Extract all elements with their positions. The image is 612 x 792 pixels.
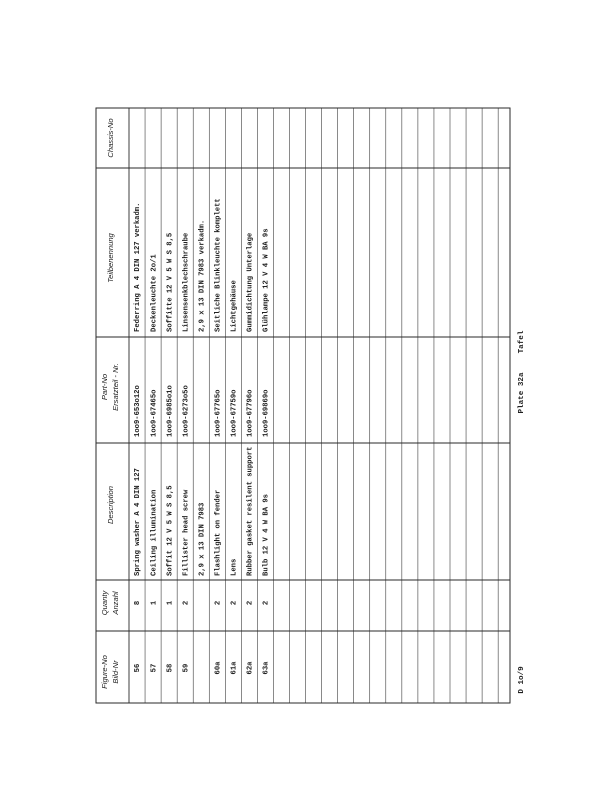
header-quantity-line2: Anzahl [111, 591, 120, 615]
table-row [134, 203, 142, 673]
table-row [214, 198, 222, 674]
cell-teilbenennung: Deckenleuchte 2o/1 [150, 254, 159, 332]
header-figure-line1: Figure-No [100, 655, 109, 689]
cell-description: Rubber gasket resilent support [246, 446, 255, 576]
header-figure-line2: Bild-Nr [111, 660, 120, 684]
cell-quantity: 1 [166, 600, 175, 606]
header-description-line1: Description [106, 486, 115, 524]
cell-quantity: 2 [262, 600, 271, 606]
cell-teilbenennung: Soffitte 12 V 5 W S 8,5 [166, 232, 175, 332]
cell-quantity: 2 [214, 600, 223, 606]
cell-part-number: 1oo9-69869o [262, 389, 271, 437]
cell-part-number: 1oo9-6273o5o [182, 385, 191, 437]
footer-document-number: D 1o/9 [518, 666, 526, 694]
cell-teilbenennung: Lichtgehäuse [230, 280, 239, 332]
cell-teilbenennung: Seitliche Blinkleuchte komplett [214, 198, 223, 332]
cell-figure-number: 58 [166, 663, 175, 673]
cell-description: Soffit 12 V 5 W S 8,5 [166, 485, 175, 576]
cell-figure-number: 61a [230, 661, 239, 675]
cell-description: Ceiling illumination [150, 489, 159, 576]
cell-figure-number: 62a [246, 661, 255, 675]
header-description [106, 486, 115, 524]
cell-part-number: 1oo9-653o12o [134, 385, 143, 437]
cell-quantity: 2 [182, 600, 191, 606]
header-part-line2: Ersatzteil - Nr. [111, 363, 120, 411]
cell-description: Flashlight on fender [214, 489, 223, 576]
cell-figure-number: 56 [134, 663, 143, 673]
cell-figure-number: 60a [214, 661, 223, 675]
cell-part-number: 1oo9-67796o [246, 389, 255, 437]
footer-tafel: Tafel [518, 330, 526, 354]
cell-quantity: 1 [150, 600, 159, 606]
cell-part-number: 1oo9-67759o [230, 389, 239, 437]
cell-teilbenennung: Federring A 4 DIN 127 verkadm. [134, 202, 143, 332]
cell-figure-number: 57 [150, 663, 159, 673]
cell-figure-number: 63a [262, 661, 271, 675]
header-chassis [106, 118, 115, 157]
cell-description: Bulb 12 V 4 W BA 9s [262, 494, 271, 576]
cell-quantity: 2 [246, 600, 255, 606]
header-teilbenennung-line1: Teilbenennung [106, 233, 115, 283]
header-chassis-line1: Chassis-No [106, 118, 115, 158]
cell-teilbenennung: 2,9 x 13 DIN 7983 verkadm. [198, 219, 207, 332]
header-quantity-line1: Quanty [100, 590, 109, 616]
header-teilbenennung [106, 232, 115, 282]
header-part-line1: Part-No [100, 373, 109, 401]
cell-description: Fillister head screw [182, 489, 191, 576]
cell-part-number: 1oo9-67765o [214, 389, 223, 437]
cell-part-number: 1oo9-67465o [150, 389, 159, 437]
cell-description: 2,9 x 13 DIN 7983 [198, 502, 207, 576]
cell-teilbenennung: Gummidichtung Unterlage [246, 232, 255, 332]
cell-description: Lens [230, 558, 239, 576]
cell-teilbenennung: Linsensenkblechschraube [182, 232, 191, 332]
cell-quantity: 8 [134, 600, 143, 606]
cell-quantity: 2 [230, 600, 239, 606]
cell-teilbenennung: Glühlampe 12 V 4 W BA 9s [262, 228, 271, 332]
cell-description: Spring washer A 4 DIN 127 [134, 468, 143, 576]
cell-figure-number: 59 [182, 663, 191, 673]
cell-part-number: 1oo9-6985o1o [166, 385, 175, 437]
footer-plate: Plate 32a [518, 372, 526, 414]
